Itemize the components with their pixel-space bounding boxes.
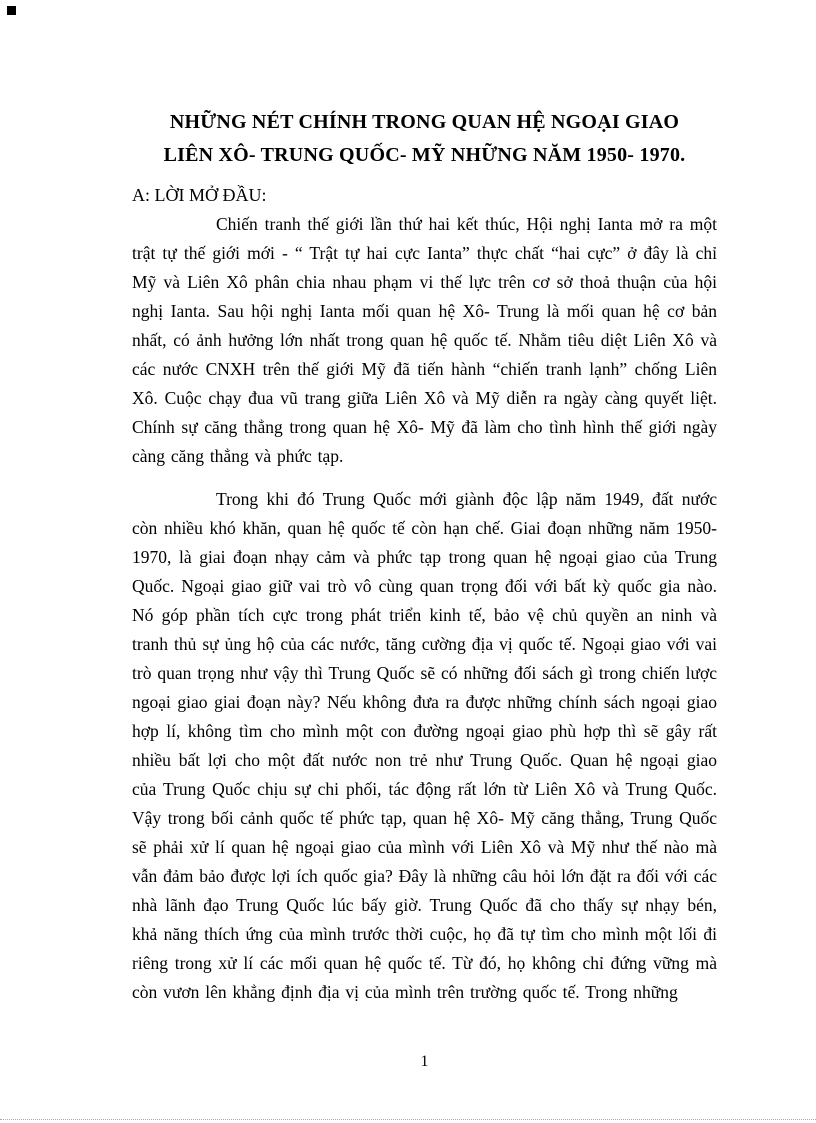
- section-heading: A: LỜI MỞ ĐẦU:: [132, 185, 267, 205]
- paragraph-1: Chiến tranh thế giới lần thứ hai kết thúc, Hội nghị Ianta mở ra một trật tự thế giới mới - “ Trật tự hai cực Ianta” thực chất “hai cực” ở đây là chỉ Mỹ và Liên Xô phân chia nhau phạm vi thế lực trên cơ sở thoả thuận của hội nghị Ianta. Sau hội nghị Ianta mối quan hệ Xô- Trung là mối quan hệ cơ bản nhất, có ảnh hưởng lớn nhất trong quan hệ quốc tế. Nhằm tiêu diệt Liên Xô và các nước CNXH trên thế giới Mỹ đã tiến hành “chiến tranh lạnh” chống Liên Xô. Cuộc chạy đua vũ trang giữa Liên Xô và Mỹ diễn ra ngày càng quyết liệt. Chính sự căng thẳng trong quan hệ Xô- Mỹ đã làm cho tình hình thế giới ngày càng căng thẳng và phức tạp.: [132, 214, 717, 466]
- title-line-1: NHỮNG NÉT CHÍNH TRONG QUAN HỆ NGOẠI GIAO: [169, 111, 680, 133]
- title-line-2: LIÊN XÔ- TRUNG QUỐC- MỸ NHỮNG NĂM 1950- 1970.: [163, 144, 686, 166]
- document-content: [132, 106, 717, 1021]
- page-bottom-divider: [0, 1119, 816, 1120]
- corner-mark: [7, 6, 16, 15]
- paragraph-2: Trong khi đó Trung Quốc mới giành độc lập năm 1949, đất nước còn nhiều khó khăn, quan hệ quốc tế còn hạn chế. Giai đoạn những năm 1950- 1970, là giai đoạn nhạy cảm và phức tạp trong quan hệ ngoại giao của Trung Quốc. Ngoại giao giữ vai trò vô cùng quan trọng đối với bất kỳ quốc gia nào. Nó góp phần tích cực trong phát triển kinh tế, bảo vệ chủ quyền an ninh và tranh thủ sự ủng hộ của các nước, tăng cường địa vị quốc tế. Ngoại giao với vai trò quan trọng như vậy thì Trung Quốc sẽ có những đối sách gì trong chiến lược ngoại giao giai đoạn này? Nếu không đưa ra được những chính sách ngoại giao hợp lí, không tìm cho mình một con đường ngoại giao phù hợp thì sẽ gây rất nhiều bất lợi cho một đất nước non trẻ như Trung Quốc. Quan hệ ngoại giao của Trung Quốc chịu sự chi phối, tác động rất lớn từ Liên Xô và Trung Quốc. Vậy trong bối cảnh quốc tế phức tạp, quan hệ Xô- Mỹ căng thẳng, Trung Quốc sẽ phải xử lí quan hệ ngoại giao của mình với Liên Xô và Mỹ như thế nào mà vẫn đảm bảo được lợi ích quốc gia? Đây là những câu hỏi lớn đặt ra đối với các nhà lãnh đạo Trung Quốc lúc bấy giờ. Trung Quốc đã cho thấy sự nhạy bén, khả năng thích ứng của mình trước thời cuộc, họ đã tự tìm cho mình một lối đi riêng trong xử lí các mối quan hệ quốc tế. Từ đó, họ không chỉ đứng vững mà còn vươn lên khẳng định địa vị của mình trên trường quốc tế. Trong những: [132, 489, 717, 1002]
- page-number: 1: [420, 1053, 429, 1070]
- document-title: [132, 106, 717, 172]
